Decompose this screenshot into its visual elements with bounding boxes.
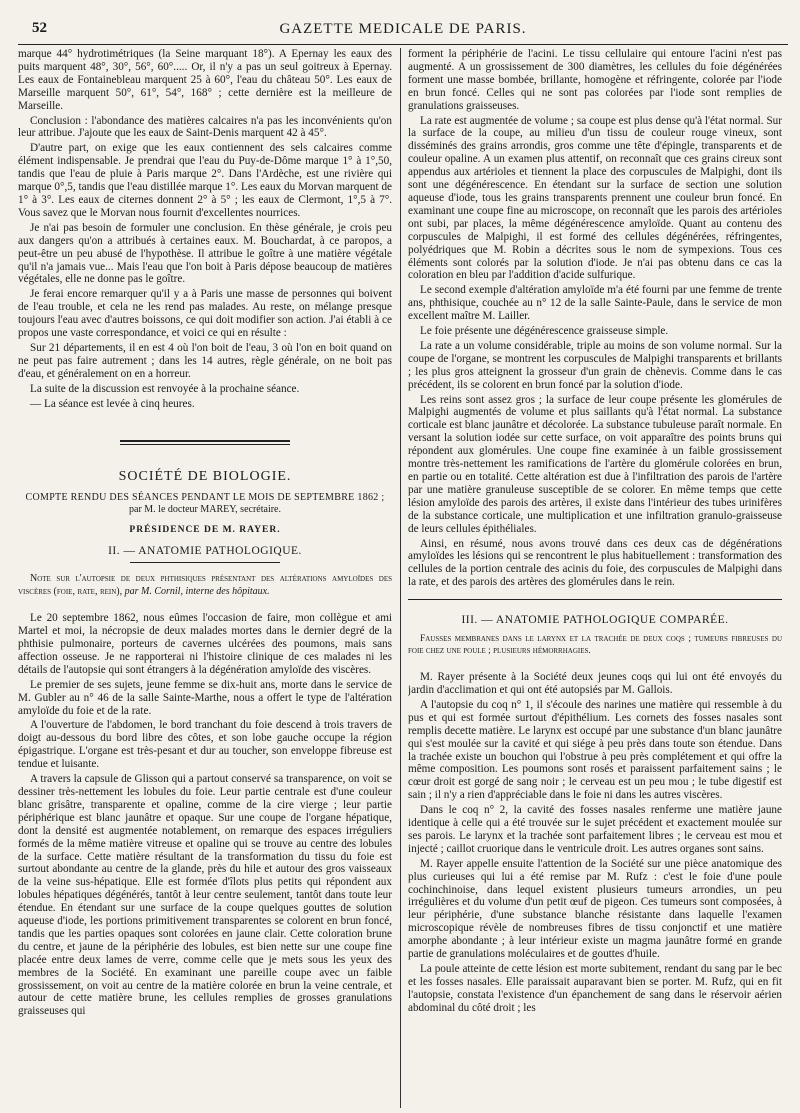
paragraph: Le 20 septembre 1862, nous eûmes l'occasion de faire, mon collègue et ami Martel et moi, la nécropsie de deux malades mortes dans le dernier degré de la phthisie pulmonaire, porteurs de cavernes ulcérées des poumons, mais sans affection osseuse. Je ne rapporterai ni l'histoire clinique de ces malades ni les détails de l'autopsie qui sont étrangers à la dégénération amyloïde des viscères. [18,612,392,676]
paragraph: A travers la capsule de Glisson qui a partout conservé sa transparence, on voit se dessiner très-nettement les lobules du foie. Leur partie centrale est d'une couleur blanc grisâtre, transparente et opaline, comme de la cire vierge ; leur partie périphérique est blanc jaunâtre et opaque. Sur une coupe de l'organe hépatique, dont la densité est augmentée notablement, on remarque des espaces irréguliers formés de la même matière vitreuse et opaline qui se trouve au centre des lobules de la surface. Cette matière résultant de la transformation du tissu du foie est surtout abondante au centre de la glande, près du hile et autour des gros vaisseaux de la veine sus-hépatique. Elle est formée d'îlots plus petits qui répondent aux lobules hépatiques dégénérés, tantôt à leur centre seulement, tantôt dans toute leur étendue. En étendant sur une surface de la coupe quelques gouttes de solution aqueuse d'iode, les portions primitivement transparentes se colorent en brun foncé, tandis que les parties opaques sont colorées en jaune clair. Cette coloration brune du centre, et jaune de la périphérie des lobules, est bien nette sur une coupe fine placée entre deux lames de verre, comme celle que je mets sous les yeux des membres de la Société. En examinant une pareille coupe avec un faible grossissement, on voit au centre de la matière colorée en brun la veine centrale, et autour de cette matière brune, les cellules remplies de grosses granulations graisseuses qui [18,773,392,1018]
heading-underline [130,562,280,563]
page-number: 52 [32,20,47,36]
paragraph: Le premier de ses sujets, jeune femme se dix-huit ans, morte dans le service de M. Gubler au n° 46 de la salle Sainte-Marthe, nous a offert le type de l'altération amyloïde du foie et de la rate. [18,678,392,717]
society-title: SOCIÉTÉ DE BIOLOGIE. [118,469,292,485]
paragraph: M. Rayer appelle ensuite l'attention de la Société sur une pièce anatomique des plus curieuses qui lui a été remise par M. Rufz : c'est le foie d'une poule cochinchinoise, dans lequel existent plusieurs tumeurs arrondies, un peu irrégulières et du volume d'un petit œuf de pigeon. Ces tumeurs sont composées, à leur périphérie, d'une substance blanche résistante dans laquelle l'examen microscopique révèle de nombreuses fibres de tissu conjonctif et une matière amorphe abondante ; à leur intérieur existe un magma jaunâtre formé en grande partie de granulations moléculaires et de gouttes d'huile. [408,857,782,961]
society-subtitle [18,492,392,516]
paragraph: La rate a un volume considérable, triple au moins de son volume normal. Sur la coupe de l'organe, se montrent les corpuscules de Malpighi transparents et brillants ; les plus gros atteignent la grosseur d'un grain de chènevis. Comme dans le cas précédent, ils se colorent en brun foncé par la solution d'iode. [408,339,782,391]
paragraph: Dans le coq n° 2, la cavité des fosses nasales renferme une matière jaune identique à celle qui a été trouvée sur le sujet précédent et exactement moulée sur ses parois. Le larynx et la trachée sont parfaitement libres ; le cerveau est mou et injecté ; caillot cruorique dans le ventricule droit. Les autres organes sont sains. [408,804,782,855]
paragraph: M. Rayer présente à la Société deux jeunes coqs qui lui ont été envoyés du jardin d'acclimation et qui ont été autopsiés par M. Gallois. [408,671,782,696]
section-rule [408,599,782,600]
column-divider [400,48,401,1108]
paragraph: A l'autopsie du coq n° 1, il s'écoule des narines une matière qui ressemble à du pus et qui est formée surtout d'épithélium. Les cornets des fosses nasales sont remplis decette matière. Le larynx est occupé par une substance d'un blanc jaunâtre qui s'est moulée sur la cavité et qui siége à peu près dans toute son étendue. Dans la trachée existe un bouchon qui l'obstrue à peu près complétement et qui offre la même composition. Les poumons sont rosés et paraissent parfaitement sains ; le cœur droit est gorgé de sang noir ; le cerveau est un peu mou ; le tube digestif est sain ; il n'y a rien d'appréciable dans le foie ni dans les autres viscères. [408,698,782,802]
paragraph: Je n'ai pas besoin de formuler une conclusion. En thèse générale, je crois peu aux dangers qu'on a attribués à certaines eaux. M. Bouchardat, à ce paropos, a peut-être un peu abusé de l'hypothèse. Il attribue le goître à une matière végétale qu'il n'a jamais vue... Mais l'eau que l'on boit à Paris dépose beaucoup de matières végétales, elle ne donne pas le goître. [18,221,392,286]
paragraph: Le second exemple d'altération amyloïde m'a été fourni par une femme de trente ans, phthisique, couchée au n° 12 de la salle Sainte-Paule, dans le service de mon excellent maître M. Lailler. [408,284,782,323]
paragraph: La suite de la discussion est renvoyée à la prochaine séance. [30,382,300,395]
paragraph: Le foie présente une dégénérescence graisseuse simple. [420,325,669,338]
paragraph: marque 44° hydrotimétriques (la Seine marquant 18°). A Epernay les eaux des puits marquent 48°, 30°, 56°, 60°..... Or, il n'y a pas un seul goitreux à Epernay. Les eaux de Fontainebleau marquent 25 à 60°, l'eau du château 50°. Les eaux de Marseille marquent 50°, 61°, 54°, 168° ; cette dernière est la meilleure de Marseille. [18,48,392,112]
section-rule [120,440,290,445]
article-title [18,573,392,598]
society-subtitle-secretary: par M. le docteur MAREY, secrétaire. [129,504,281,516]
section-heading: III. — ANATOMIE PATHOLOGIQUE COMPARÉE. [461,614,729,627]
section-heading: II. — ANATOMIE PATHOLOGIQUE. [108,545,302,558]
presidence-line: PRÉSIDENCE DE M. RAYER. [129,525,281,536]
paragraph: Conclusion : l'abondance des matières calcaires n'a pas les inconvénients qu'on leur attribue. J'ajoute que les eaux de Saint-Denis marquent 42 à 45°. [18,114,392,140]
article-title: Fausses membranes dans le larynx et la trachée de deux coqs ; tumeurs fibreuses du foie chez une poule ; plusieurs hémorrhagies. [408,634,782,657]
right-column [408,48,782,1108]
page-header [18,18,788,45]
paragraph: Ainsi, en résumé, nous avons trouvé dans ces deux cas de dégénérations amyloïdes les lésions qui se rencontrent le plus habituellement : transformation des cellules de la portion centrale des acinis du foie, des corpuscules de Malpighi dans la rate, et des parois des artères des glomérules dans le rein. [408,537,782,589]
paragraph: Je ferai encore remarquer qu'il y a à Paris une masse de personnes qui boivent de l'eau trouble, et cela ne les rend pas malades. Au reste, on mélange presque toujours l'eau avec d'autres boissons, ce qui doit modifier son action. J'ai établi à ce propos une vaste correspondance, et voici ce qui en résulte : [18,288,392,340]
left-column [18,48,392,1108]
paragraph: Les reins sont assez gros ; la surface de leur coupe présente les glomérules de Malpighi augmentés de volume et plus saillants qu'à l'état normal. La substance corticale est blanc jaunâtre et décolorée. La substance tubuleuse paraît normale. En versant la solution iodée sur cette surface, on voit apparaître des points bruns qui répondent aux glomérules. Une coupe fine examinée à un faible grossissement montre très-nettement les ramifications de l'artère du glomérule colorées en brun, en partie ou en totalité. Cette altération est due à l'infiltration des parois de l'artère par une matière granuleuse susceptible de se colorer. En même temps que cette lésion amyloïde des parois des artères, il existe dans l'intérieur des tubes urinifères de la substance corticale, une multiplication et une infiltration granulo-graisseuse de leurs cellules épithéliales. [408,393,782,535]
running-title: GAZETTE MEDICALE DE PARIS. [279,21,527,37]
article-title-caps: Note sur l'autopsie de deux phthisiques présentant des altérations amyloïdes des viscères (foie, rate, rein), [18,573,392,597]
paragraph: D'autre part, on exige que les eaux contiennent des sels calcaires comme élément indispensable. Je prendrai que l'eau du Puy-de-Dôme marque 1° à 1°,50, tandis que l'eau de pluie à Paris marque 2°. Dans l'Ardèche, est une rivière qui marque 0°,5, tandis que l'eau distillée marque 1°. Les eaux du Morvan marquent de 1° à 3°. Les eaux de citernes donnent 2° à 5° ; les eaux de Clermont, 1°,5 à 7°. Vous savez que le Morvan nous fournit d'excellentes nourrices. [18,142,392,219]
society-subtitle-caps: COMPTE RENDU DES SÉANCES PENDANT LE MOIS DE SEPTEMBRE 1862 ; [25,492,385,504]
article-author: par M. Cornil, interne des hôpitaux. [124,585,270,597]
paragraph: forment la périphérie de l'acini. Le tissu cellulaire qui entoure l'acini n'est pas augmenté. A un grossissement de 300 diamètres, les cellules du foie dégénérées forment une masse bombée, brillante, homogène et réfringente, colorée par l'iode en brun foncé. Celles qui ne sont pas colorées par l'iode sont remplies de granulations graisseuses. [408,48,782,112]
paragraph: A l'ouverture de l'abdomen, le bord tranchant du foie descend à trois travers de doigt au-dessous du bord libre des côtes, et son lobe gauche occupe la région épigastrique. L'organe est très-pesant et dur au toucher, son enveloppe fibreuse est tendue et luisante. [18,719,392,771]
paragraph: Sur 21 départements, il en est 4 où l'on boit de l'eau, 3 où l'on en boit quand on ne peut pas faire autrement ; dans les 14 autres, règle générale, on ne boit pas d'eau, et généralement on en a horreur. [18,341,392,380]
paragraph: — La séance est levée à cinq heures. [30,397,195,410]
paragraph: La poule atteinte de cette lésion est morte subitement, rendant du sang par le bec et les fosses nasales. Elle paraissait auparavant bien se porter. M. Rufz, qui en fit l'autopsie, constata l'existence d'un épanchement de sang dans le réservoir aérien abdominal du côté droit ; les [408,963,782,1014]
paragraph: La rate est augmentée de volume ; sa coupe est plus dense qu'à l'état normal. Sur la surface de la coupe, au milieu d'un tissu de couleur rouge vineux, sont disséminés des grains arrondis, gros comme une tête d'épingle, transparents et de couleur opaline. A un examen plus attentif, on reconnaît que ces grains cireux sont appendus aux artérioles et tiennent la place des corpuscules de Malpighi, dont ils sont une dégénérescence. En étendant sur la surface de section une solution aqueuse d'iode, tous les grains transparents prennent une couleur brun foncé. En examinant une coupe fine au microscope, on reconnaît que les parois des artérioles ont subi, par places, la même dégénérescence amyloïde. Quant au contenu des corpuscules de Malpighi, il est formé des cellules dégénérées, réfringentes, polyédriques que M. Robin a décrites sous le nom de sympexions. Tous ces éléments sont colorés par la solution d'iode. Je n'ai pas obtenu dans ce cas la coloration en bleu par l'addition d'acide sulfurique. [408,114,782,282]
